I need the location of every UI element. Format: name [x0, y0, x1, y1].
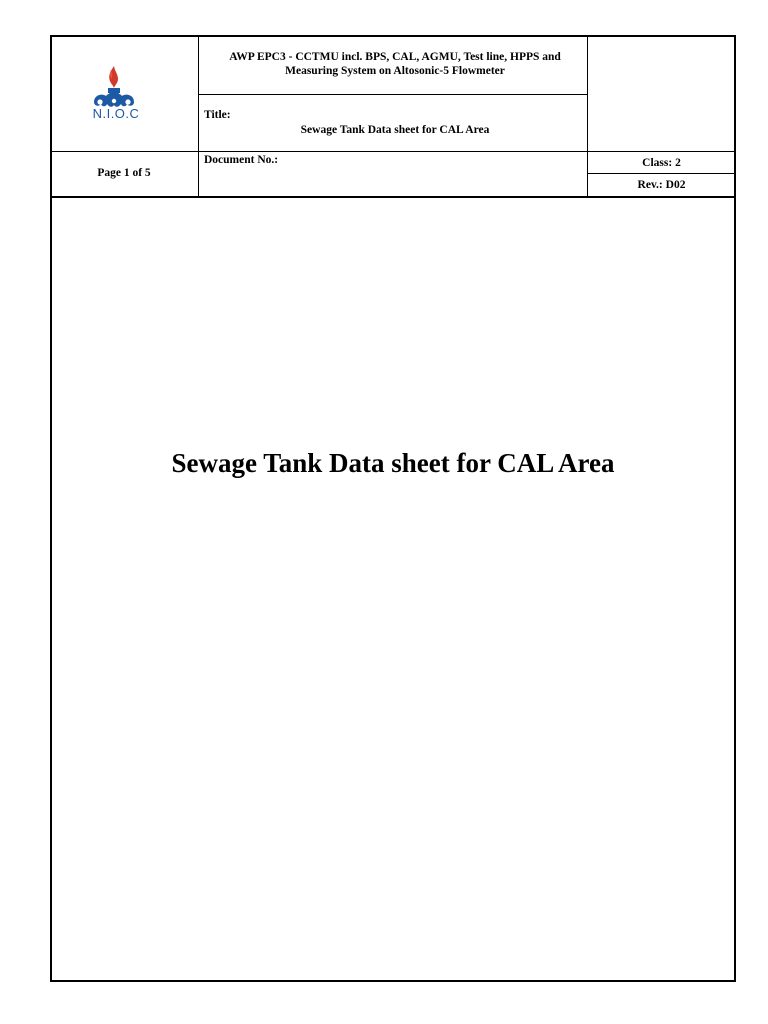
title-value: Sewage Tank Data sheet for CAL Area	[300, 124, 490, 136]
class-label: Class: 2	[642, 157, 681, 169]
right-column-divider	[587, 35, 588, 197]
project-description: AWP EPC3 - CCTMU incl. BPS, CAL, AGMU, Test line, HPPS and Measuring System on Altosonic-5 Flowmeter	[229, 51, 561, 77]
org-name: N.I.O.C	[92, 106, 140, 121]
document-main-title: Sewage Tank Data sheet for CAL Area	[171, 448, 615, 478]
logo-column-divider	[198, 35, 199, 197]
header-bottom-divider	[50, 196, 736, 198]
project-title-divider	[198, 94, 587, 95]
title-label: Title:	[204, 109, 231, 121]
class-rev-divider	[587, 173, 736, 174]
document-number-label: Document No.:	[204, 154, 279, 166]
revision-label: Rev.: D02	[637, 179, 686, 191]
page-row-divider	[50, 151, 736, 152]
page-info: Page 1 of 5	[97, 167, 151, 179]
